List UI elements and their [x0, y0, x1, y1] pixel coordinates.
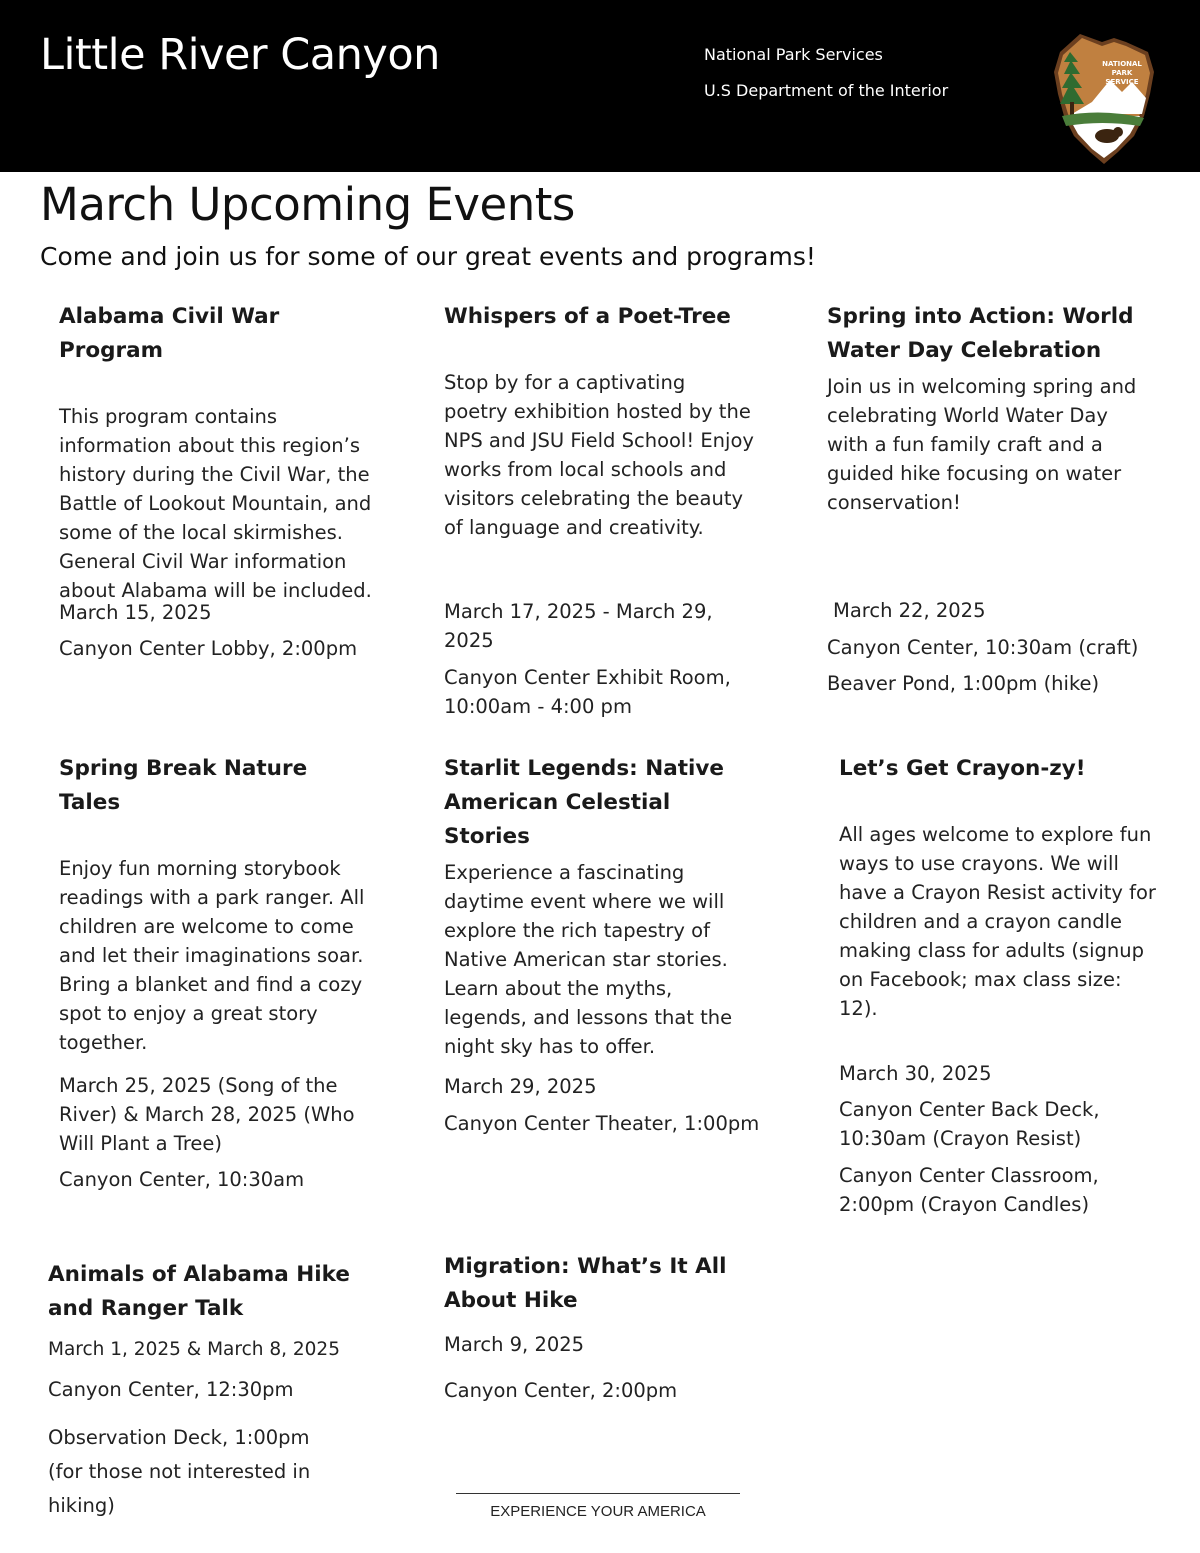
event-description: This program contains information about this region’s history during the Civil War, the Battle of Lookout Mountain, and some of the local skirmishes. General Civil War information about Alabama will be included. — [59, 405, 372, 602]
footer-tagline: EXPERIENCE YOUR AMERICA — [490, 1503, 706, 1520]
event-crayon-zy — [839, 752, 1159, 1023]
nps-arrowhead-logo — [1052, 32, 1156, 166]
site-title: Little River Canyon — [40, 30, 440, 80]
event-date: March 9, 2025 — [444, 1333, 585, 1356]
event-description: Join us in welcoming spring and celebrating World Water Day with a fun family craft and a guided hike focusing on water conservation! — [827, 375, 1137, 514]
event-alabama-civil-war — [59, 300, 389, 605]
event-date: March 17, 2025 - March 29, 2025 — [444, 600, 713, 652]
agency-name: National Park Services — [704, 45, 883, 64]
logo-text-service: SERVICE — [1105, 78, 1139, 86]
event-location: Canyon Center Lobby, 2:00pm — [59, 637, 358, 660]
logo-text-park: PARK — [1111, 69, 1133, 77]
event-location: Canyon Center, 2:00pm — [444, 1379, 678, 1402]
event-location: Canyon Center Theater, 1:00pm — [444, 1112, 760, 1135]
event-description: Enjoy fun morning storybook readings with a park ranger. All children are welcome to come and let their imaginations soar. Bring a blanket and find a cozy spot to enjoy a great story together. — [59, 857, 365, 1054]
event-location: Canyon Center Back Deck, 10:30am (Crayon Resist) — [839, 1098, 1100, 1150]
event-title: Animals of Alabama Hike and Ranger Talk — [48, 1262, 350, 1321]
event-location-2: Canyon Center Classroom, 2:00pm (Crayon Candles) — [839, 1164, 1099, 1216]
event-world-water-day — [827, 300, 1137, 517]
logo-text-national: NATIONAL — [1102, 60, 1142, 68]
event-date: March 30, 2025 — [839, 1062, 992, 1085]
event-location: Canyon Center, 10:30am — [59, 1168, 305, 1191]
header-banner — [0, 0, 1200, 172]
event-title: Starlit Legends: Native American Celestial Stories — [444, 756, 724, 849]
event-location-2: Observation Deck, 1:00pm (for those not interested in hiking) — [48, 1426, 311, 1517]
event-animals-of-alabama — [48, 1258, 368, 1326]
agency-block — [704, 37, 948, 109]
event-title: Let’s Get Crayon-zy! — [839, 756, 1086, 781]
event-title: Spring Break Nature Tales — [59, 756, 308, 815]
event-location: Canyon Center Exhibit Room, 10:00am - 4:00 pm — [444, 666, 731, 718]
event-location-2: Beaver Pond, 1:00pm (hike) — [827, 672, 1100, 695]
event-title: Spring into Action: World Water Day Celebration — [827, 304, 1134, 363]
event-date: March 29, 2025 — [444, 1075, 597, 1098]
event-date: March 1, 2025 & March 8, 2025 — [48, 1339, 340, 1360]
event-description: Stop by for a captivating poetry exhibition hosted by the NPS and JSU Field School! Enjoy works from local schools and visitors celebrating the beauty of language and creativity. — [444, 371, 754, 539]
event-description: All ages welcome to explore fun ways to use crayons. We will have a Crayon Resist activity for children and a crayon candle making class for adults (signup on Facebook; max class size: 12). — [839, 823, 1156, 1020]
event-location: Canyon Center, 10:30am (craft) — [827, 636, 1139, 659]
event-title: Alabama Civil War Program — [59, 304, 280, 363]
event-migration-hike — [444, 1250, 734, 1318]
event-description: Experience a fascinating daytime event where we will explore the rich tapestry of Native American star stories. Learn about the myths, legends, and lessons that the night sky has to offer. — [444, 861, 733, 1058]
event-date: March 15, 2025 — [59, 601, 212, 624]
event-poet-tree — [444, 300, 754, 542]
event-starlit-legends — [444, 752, 754, 1061]
event-title: Migration: What’s It All About Hike — [444, 1254, 727, 1313]
page-title: March Upcoming Events — [40, 178, 575, 231]
event-spring-break-tales — [59, 752, 369, 1057]
event-date: March 22, 2025 — [833, 599, 986, 622]
intro-text: Come and join us for some of our great events and programs! — [40, 242, 816, 271]
department-name: U.S Department of the Interior — [704, 81, 949, 100]
footer-divider — [456, 1493, 740, 1494]
event-date: March 25, 2025 (Song of the River) & March 28, 2025 (Who Will Plant a Tree) — [59, 1074, 355, 1155]
event-title: Whispers of a Poet-Tree — [444, 304, 731, 329]
event-location: Canyon Center, 12:30pm — [48, 1378, 294, 1401]
